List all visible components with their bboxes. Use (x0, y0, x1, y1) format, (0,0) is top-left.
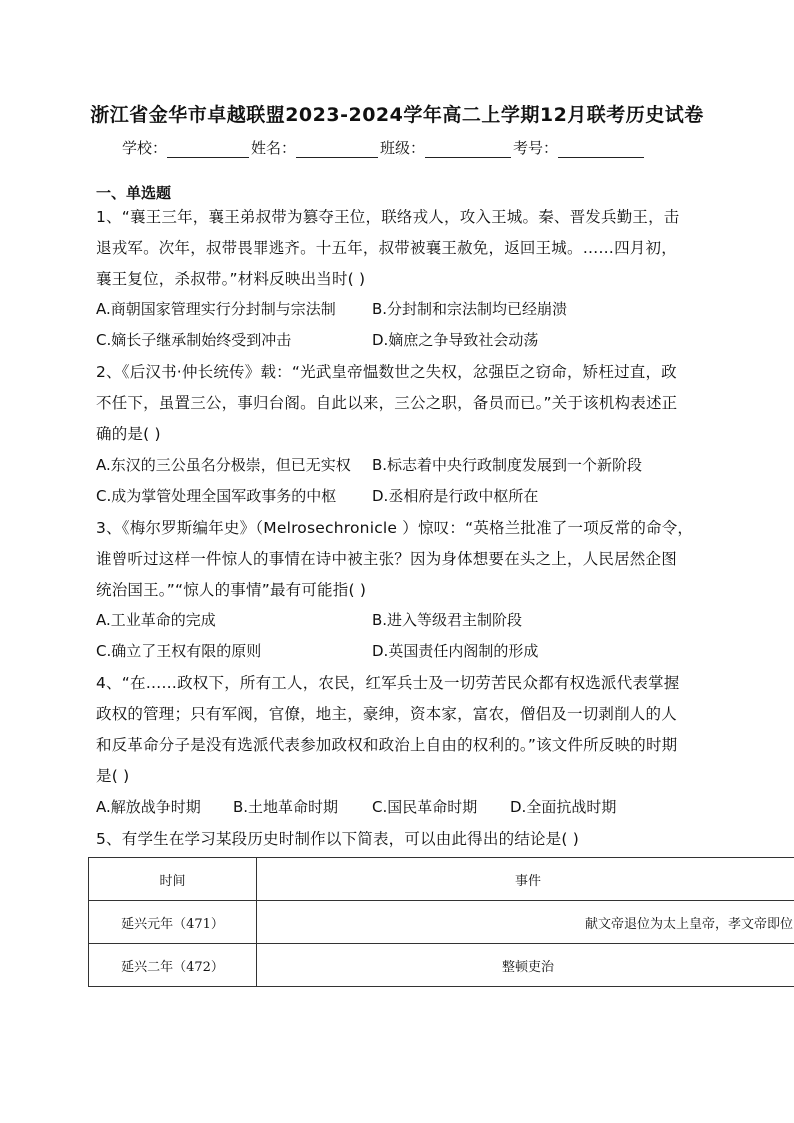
q4-option-a[interactable]: A.解放战争时期 (96, 798, 201, 816)
section-heading: 一、单选题 (96, 184, 172, 202)
table-row (89, 901, 794, 944)
school-label: 学校： (122, 139, 168, 157)
exam-title: 浙江省金华市卓越联盟2023-2024学年高二上学期12月联考历史试卷 (90, 104, 704, 126)
q2-option-b[interactable]: B.标志着中央行政制度发展到一个新阶段 (372, 456, 643, 474)
q2-option-c[interactable]: C.成为掌管处理全国军政事务的中枢 (96, 487, 337, 505)
table-cell-time: 延兴二年（472） (89, 944, 257, 987)
q2-line-3: 确的是( ) (96, 425, 161, 443)
name-label: 姓名： (251, 139, 297, 157)
q1-option-d[interactable]: D.嫡庶之争导致社会动荡 (372, 331, 539, 349)
student-info-row (122, 137, 646, 158)
q4-option-b[interactable]: B.土地革命时期 (233, 798, 339, 816)
q5-line-1: 5、有学生在学习某段历史时制作以下简表，可以由此得出的结论是( ) (96, 830, 579, 848)
q3-option-c[interactable]: C.确立了王权有限的原则 (96, 642, 262, 660)
q4-line-4: 是( ) (96, 767, 130, 785)
q2-option-a[interactable]: A.东汉的三公虽名分极崇，但已无实权 (96, 456, 351, 474)
school-blank[interactable] (167, 143, 249, 158)
q2-line-1: 2、《后汉书·仲长统传》载：“光武皇帝愠数世之失权，忿强臣之窃命，矫枉过直，政 (96, 363, 677, 381)
q3-line-1: 3、《梅尔罗斯编年史》（Melrosechronicle ）惊叹：“英格兰批准了一项反常的命令， (96, 519, 694, 537)
q4-line-1: 4、“在……政权下，所有工人，农民，红军兵士及一切劳苦民众都有权选派代表掌握 (96, 674, 680, 692)
table-header-time: 时间 (89, 858, 257, 901)
q4-option-d[interactable]: D.全面抗战时期 (510, 798, 617, 816)
q1-line-3: 襄王复位，杀叔带。”材料反映出当时( ) (96, 270, 366, 288)
q1-line-1: 1、“襄王三年，襄王弟叔带为篡夺王位，联络戎人，攻入王城。秦、晋发兵勤王，击 (96, 208, 680, 226)
q1-option-a[interactable]: A.商朝国家管理实行分封制与宗法制 (96, 300, 336, 318)
q2-option-d[interactable]: D.丞相府是行政中枢所在 (372, 487, 539, 505)
q1-line-2: 退戎军。次年，叔带畏罪逃齐。十五年，叔带被襄王赦免，返回王城。……四月初， (96, 239, 677, 257)
name-blank[interactable] (296, 143, 378, 158)
q4-line-3: 和反革命分子是没有选派代表参加政权和政治上自由的权利的。”该文件所反映的时期 (96, 736, 678, 754)
class-blank[interactable] (425, 143, 511, 158)
exam-no-label: 考号： (513, 139, 559, 157)
q4-line-2: 政权的管理；只有军阀，官僚，地主，豪绅，资本家，富农，僧侣及一切剥削人的人 (96, 705, 677, 723)
table-header-event: 事件 (257, 858, 794, 901)
table-cell-event: 献文帝退位为太上皇帝，孝文帝即位 (257, 901, 794, 944)
q3-option-d[interactable]: D.英国责任内阁制的形成 (372, 642, 539, 660)
q3-option-a[interactable]: A.工业革命的完成 (96, 611, 216, 629)
history-table (88, 857, 794, 987)
q2-line-2: 不任下，虽置三公，事归台阁。自此以来，三公之职，备员而已。”关于该机构表述正 (96, 394, 678, 412)
table-row (89, 944, 794, 987)
table-cell-time: 延兴元年（471） (89, 901, 257, 944)
q1-option-c[interactable]: C.嫡长子继承制始终受到冲击 (96, 331, 292, 349)
table-cell-event: 整顿吏治 (257, 944, 794, 987)
q3-line-2: 谁曾听过这样一件惊人的事情在诗中被主张？因为身体想要在头之上，人民居然企图 (96, 550, 677, 568)
table-header-row (89, 858, 794, 901)
exam-no-blank[interactable] (558, 143, 644, 158)
q4-option-c[interactable]: C.国民革命时期 (372, 798, 478, 816)
q1-option-b[interactable]: B.分封制和宗法制均已经崩溃 (372, 300, 568, 318)
q3-line-3: 统治国王。”“惊人的事情”最有可能指( ) (96, 581, 367, 599)
class-label: 班级： (380, 139, 426, 157)
q3-option-b[interactable]: B.进入等级君主制阶段 (372, 611, 523, 629)
